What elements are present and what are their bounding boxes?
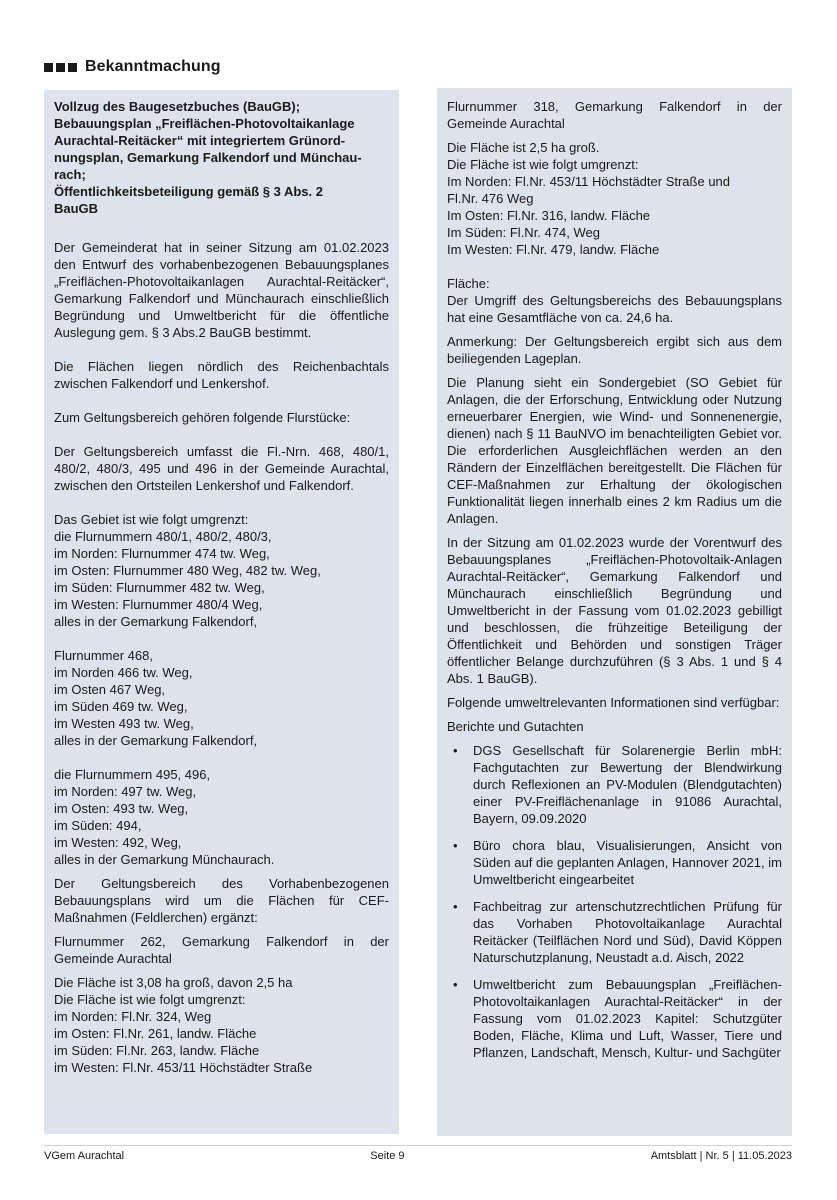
line: im Süden: Flurnummer 482 tw. Weg, (54, 580, 265, 595)
list-item (447, 898, 782, 966)
boundary-block (447, 139, 782, 258)
list-item-text: DGS Gesellschaft für Solarenergie Berlin mbH: Fachgutachten zur Bewertung der Blendwirkung durch Reflexionen an PV-Modulen (Blendgutachten) einer PV-Freiflächenanlage in 91086 Aurachtal, Bayern, 09.09.2020 (473, 743, 782, 826)
page-number: Seite 9 (370, 1150, 405, 1162)
paragraph: Die Planung sieht ein Sondergebiet (SO Gebiet für Anlagen, die der Erforschung, Entwicklung oder Nutzung erneuerbarer Energien, wie Wind- und Sonnenenergie, dienen) nach § 11 BauNVO im benachteiligten Gebiet vor. Die erforderlichen Ausgleichflächen werden an den Rändern der Einzelflächen bereitgestellt. Die Flächen für CEF-Maßnahmen zur Erhaltung der ökologischen Funktionalität liegen innerhalb eines 2 km Radius um die Anlagen. (447, 375, 782, 526)
title-line: BauGB (54, 201, 99, 216)
line: im Norden: 497 tw. Weg, (54, 784, 197, 799)
line: Im Süden: Fl.Nr. 474, Weg (447, 225, 600, 240)
paragraph: Anmerkung: Der Geltungsbereich ergibt sich aus dem beiliegenden Lageplan. (447, 334, 782, 366)
right-column (437, 88, 792, 1136)
reports-list (447, 742, 782, 1061)
footer-divider (44, 1145, 792, 1146)
paragraph: In der Sitzung am 01.02.2023 wurde der Vorentwurf des Bebauungsplanes „Freiflächen-Photovoltaik-Anlagen Aurachtal-Reitäcker“, Gemarkung Falkendorf und Münchaurach einschließlich Begründung und Umweltbericht in der Fassung vom 01.02.2023 gebilligt und beschlossen, die frühzeitige Beteiligung der Öffentlichkeit und Behörden und sonstigen Träger öffentlicher Belange durchzuführen (§ 3 Abs. 1 und § 4 Abs. 1 BauGB). (447, 535, 782, 686)
title-line: rach; (54, 167, 86, 182)
bullet-icon: • (453, 977, 458, 992)
reports-heading: Berichte und Gutachten (447, 719, 584, 734)
footer-publisher: VGem Aurachtal (44, 1150, 125, 1162)
line: die Flurnummern 495, 496, (54, 767, 211, 782)
line: alles in der Gemarkung Falkendorf, (54, 733, 258, 748)
line: Im Westen: Fl.Nr. 479, landw. Fläche (447, 242, 660, 257)
boundary-block (54, 647, 389, 749)
area-section (447, 275, 782, 326)
line: im Westen 493 tw. Weg, (54, 716, 194, 731)
list-item (447, 976, 782, 1061)
list-item-text: Umweltbericht zum Bebauungsplan „Freiflächen-Photovoltaikanlagen Aurachtal-Reitäcker“ in der Fassung vom 01.02.2023 Kapitel: Schutzgüter Boden, Fläche, Klima und Luft, Wasser, Tiere und Pflanzen, Landschaft, Mensch, Kultur- und Sachgüter (473, 977, 782, 1060)
area-label: Fläche: (447, 276, 490, 291)
section-heading (44, 58, 221, 76)
line: im Süden: 494, (54, 818, 142, 833)
line: alles in der Gemarkung Falkendorf, (54, 614, 258, 629)
title-line: Vollzug des Baugesetzbuches (BauGB); (54, 99, 301, 114)
paragraph: Der Geltungsbereich umfasst die Fl.-Nrn. 468, 480/1, 480/2, 480/3, 495 und 496 in der Gemeinde Aurachtal, zwischen den Ortsteilen Lenkershof und Falkendorf. (54, 444, 389, 493)
heading-squares-icon (44, 63, 77, 72)
footer-issue: Amtsblatt | Nr. 5 | 11.05.2023 (650, 1150, 792, 1162)
line: Die Fläche ist wie folgt umgrenzt: (54, 992, 246, 1007)
paragraph: Die Flächen liegen nördlich des Reichenbachtals zwischen Falkendorf und Lenkershof. (54, 359, 389, 391)
line: Das Gebiet ist wie folgt umgrenzt: (54, 512, 249, 527)
line: im Westen: Flurnummer 480/4 Weg, (54, 597, 263, 612)
list-item (447, 742, 782, 827)
line: Die Fläche ist wie folgt umgrenzt: (447, 157, 639, 172)
line: im Osten: Flurnummer 480 Weg, 482 tw. Weg, (54, 563, 321, 578)
line: im Norden: Fl.Nr. 324, Weg (54, 1009, 212, 1024)
line: im Osten 467 Weg, (54, 682, 166, 697)
line: Im Norden: Fl.Nr. 453/11 Höchstädter Straße und (447, 174, 731, 189)
line: Im Osten: Fl.Nr. 316, landw. Fläche (447, 208, 651, 223)
paragraph: Folgende umweltrelevanten Informationen sind verfügbar: (447, 695, 780, 710)
paragraph: Der Geltungsbereich des Vorhabenbezogenen Bebauungsplans wird um die Flächen für CEF-Maßnahmen (Feldlerchen) ergänzt: (54, 876, 389, 925)
line: im Süden 469 tw. Weg, (54, 699, 188, 714)
left-column (44, 90, 399, 1134)
bullet-icon: • (453, 743, 458, 758)
line: im Norden 466 tw. Weg, (54, 665, 193, 680)
list-item-text: Büro chora blau, Visualisierungen, Ansicht von Süden auf die geplanten Anlagen, Hannover 2021, im Umweltbericht eingearbeitet (473, 838, 782, 887)
title-line: Aurachtal-Reitäcker“ mit integriertem Grünord- (54, 133, 346, 148)
paragraph: Flurnummer 262, Gemarkung Falkendorf in der Gemeinde Aurachtal (54, 934, 389, 966)
bullet-icon: • (453, 899, 458, 914)
area-text: Der Umgriff des Geltungsbereichs des Bebauungsplans hat eine Gesamtfläche von ca. 24,6 ha. (447, 293, 782, 325)
line: im Osten: 493 tw. Weg, (54, 801, 189, 816)
boundary-block (54, 766, 389, 868)
line: im Norden: Flurnummer 474 tw. Weg, (54, 546, 270, 561)
bullet-icon: • (453, 838, 458, 853)
paragraph: Flurnummer 318, Gemarkung Falkendorf in der Gemeinde Aurachtal (447, 99, 782, 131)
list-item-text: Fachbeitrag zur artenschutzrechtlichen Prüfung für das Vorhaben Photovoltaikanlage Aurachtal Reitäcker (Teilflächen Nord und Süd), David Köppen Naturschutzplanung, Neustadt a.d. Aisch, 2022 (473, 899, 782, 965)
line: die Flurnummern 480/1, 480/2, 480/3, (54, 529, 272, 544)
line: Die Fläche ist 2,5 ha groß. (447, 140, 600, 155)
line: im Süden: Fl.Nr. 263, landw. Fläche (54, 1043, 260, 1058)
line: Die Fläche ist 3,08 ha groß, davon 2,5 ha (54, 975, 293, 990)
line: im Osten: Fl.Nr. 261, landw. Fläche (54, 1026, 257, 1041)
list-item (447, 837, 782, 888)
title-line: nungsplan, Gemarkung Falkendorf und Münchau- (54, 150, 362, 165)
boundary-block (54, 974, 389, 1076)
line: im Westen: 492, Weg, (54, 835, 182, 850)
line: alles in der Gemarkung Münchaurach. (54, 852, 275, 867)
paragraph: Zum Geltungsbereich gehören folgende Flurstücke: (54, 410, 351, 425)
paragraph: Der Gemeinderat hat in seiner Sitzung am 01.02.2023 den Entwurf des vorhabenbezogenen Bebauungsplanes „Freiflächen-Photovoltaikanlagen Aurachtal-Reitäcker“, Gemarkung Falkendorf und Münchaurach einschließlich Begründung und Umweltbericht für die öffentliche Auslegung gem. § 3 Abs.2 BauGB bestimmt. (54, 240, 389, 340)
page-footer (44, 1150, 792, 1162)
title-line: Öffentlichkeitsbeteiligung gemäß § 3 Abs. 2 (54, 184, 323, 199)
boundary-block (54, 511, 389, 630)
notice-title (54, 98, 389, 217)
line: Flurnummer 468, (54, 648, 153, 663)
section-title: Bekanntmachung (85, 58, 221, 75)
line: Fl.Nr. 476 Weg (447, 191, 534, 206)
line: im Westen: Fl.Nr. 453/11 Höchstädter Straße (54, 1060, 313, 1075)
title-line: Bebauungsplan „Freiflächen-Photovoltaikanlage (54, 116, 355, 131)
